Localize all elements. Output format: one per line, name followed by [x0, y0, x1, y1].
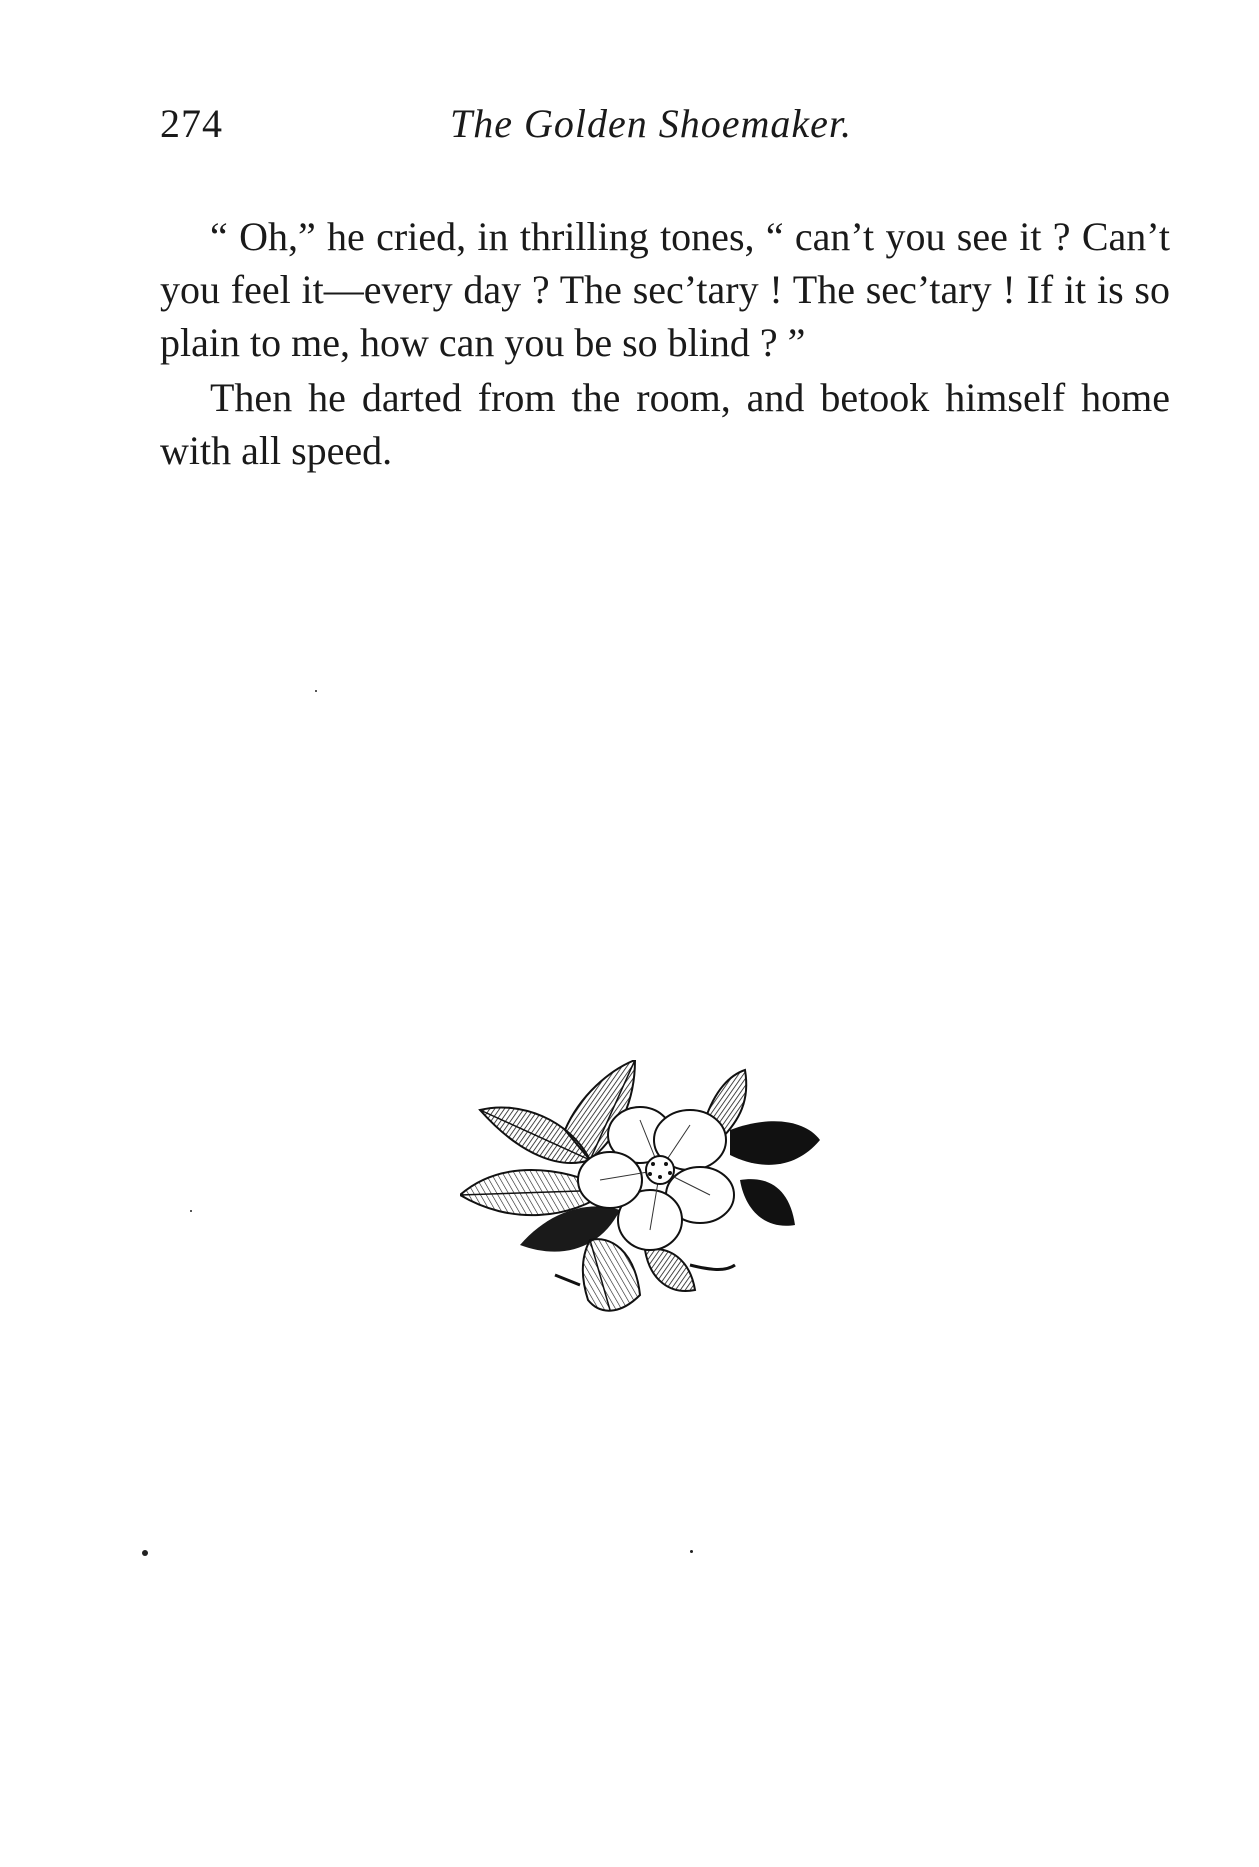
scan-speck [190, 1210, 192, 1212]
paragraph-dialogue: “ Oh,” he cried, in thrilling tones, “ can’t you see it ? Can’t you feel it—every day ? The sec’tary ! The sec’tary ! If it is so plain to me, how can you be so blind ? ” [160, 214, 1170, 365]
page-header [160, 100, 1170, 160]
paragraph-departure: Then he darted from the room, and betook himself home with all speed. [160, 375, 1170, 473]
body-text [160, 210, 1170, 477]
scan-speck [142, 1550, 148, 1556]
wild-rose-ornament-icon [460, 1060, 880, 1350]
running-title: The Golden Shoemaker. [450, 101, 853, 146]
scan-speck [315, 690, 317, 692]
scan-speck [690, 1550, 693, 1553]
page-number: 274 [160, 101, 223, 146]
